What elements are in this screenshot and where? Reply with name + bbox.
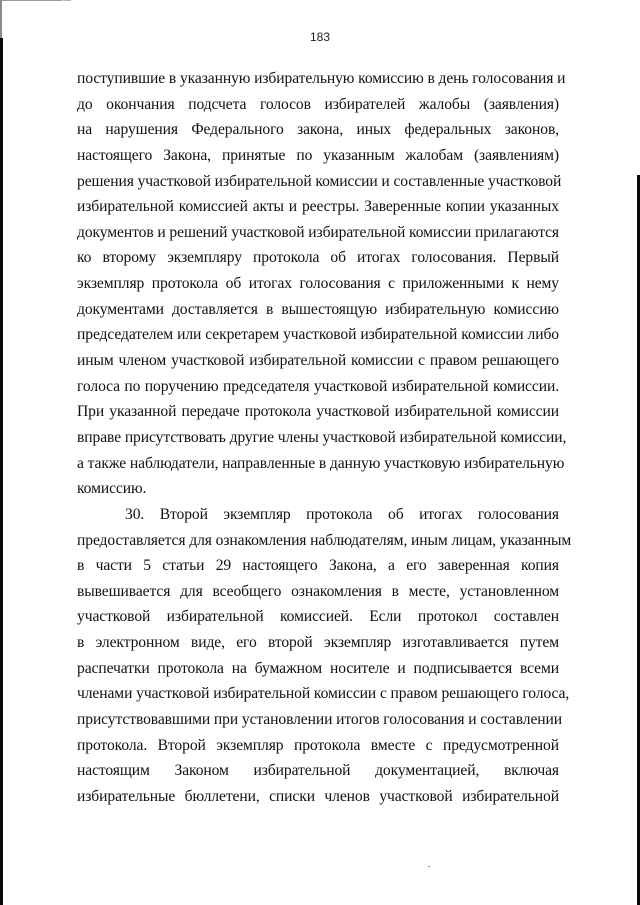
text-line: членами участковой избирательной комиссии с правом решающего голоса, xyxy=(77,685,570,703)
text-line: а также наблюдатели, направленные в данную участковую избирательную xyxy=(77,454,565,472)
text-line: председателем или секретарем участковой избирательной комиссии либо xyxy=(77,326,559,344)
text-line: 30. Второй экземпляр протокола об итогах голосования xyxy=(125,505,559,523)
paragraph-item-30 xyxy=(77,502,572,810)
text-line: предоставляется для ознакомления наблюдателям, иным лицам, указанным xyxy=(77,531,572,549)
scan-edge-top-mark xyxy=(63,0,71,1)
text-line: При указанной передаче протокола участковой избирательной комиссии xyxy=(77,403,559,421)
text-line: настоящего Закона, принятые по указанным жалобам (заявлениям) xyxy=(77,146,559,164)
page-number: 183 xyxy=(309,30,331,44)
text-line: документами доставляется в вышестоящую избирательную комиссию xyxy=(77,300,559,318)
text-line: до окончания подсчета голосов избирателей жалобы (заявления) xyxy=(77,95,559,113)
text-line: решения участковой избирательной комиссии и составленные участковой xyxy=(77,172,562,190)
text-line: вывешивается для всеобщего ознакомления в месте, установленном xyxy=(77,582,559,600)
text-line: избирательные бюллетени, списки членов участковой избирательной xyxy=(77,787,559,805)
text-line: на нарушения Федерального закона, иных федеральных законов, xyxy=(77,121,559,139)
text-line: документов и решений участковой избирательной комиссии прилагаются xyxy=(77,223,559,241)
text-line: поступившие в указанную избирательную комиссию в день голосования и xyxy=(77,70,566,87)
scan-edge-left xyxy=(0,38,3,905)
text-line: ко второму экземпляру протокола об итогах голосования. Первый xyxy=(77,249,559,267)
scan-speck xyxy=(428,866,430,867)
paragraph-continued xyxy=(77,66,567,502)
text-line: протокола. Второй экземпляр протокола вместе с предусмотренной xyxy=(77,736,559,754)
text-line: иным членом участковой избирательной комиссии с правом решающего xyxy=(77,352,559,370)
document-body xyxy=(77,66,572,810)
text-line: присутствовавшими при установлении итогов голосования и составлении xyxy=(77,711,562,729)
text-line: комиссию. xyxy=(77,480,147,498)
text-line: экземпляр протокола об итогах голосования с приложенными к нему xyxy=(77,275,559,293)
text-line: распечатки протокола на бумажном носителе и подписывается всеми xyxy=(77,659,559,677)
text-line: настоящим Законом избирательной документацией, включая xyxy=(77,762,559,780)
text-line: участковой избирательной комиссией. Если протокол составлен xyxy=(77,608,559,626)
text-line: вправе присутствовать другие члены участковой избирательной комиссии, xyxy=(77,428,567,446)
text-line: в части 5 статьи 29 настоящего Закона, а его заверенная копия xyxy=(77,557,559,575)
text-line: голоса по поручению председателя участковой избирательной комиссии. xyxy=(77,377,559,395)
text-line: в электронном виде, его второй экземпляр изготавливается путем xyxy=(77,634,559,652)
text-line: избирательной комиссией акты и реестры. Заверенные копии указанных xyxy=(77,198,559,216)
scan-edge-top-line xyxy=(0,0,62,1)
